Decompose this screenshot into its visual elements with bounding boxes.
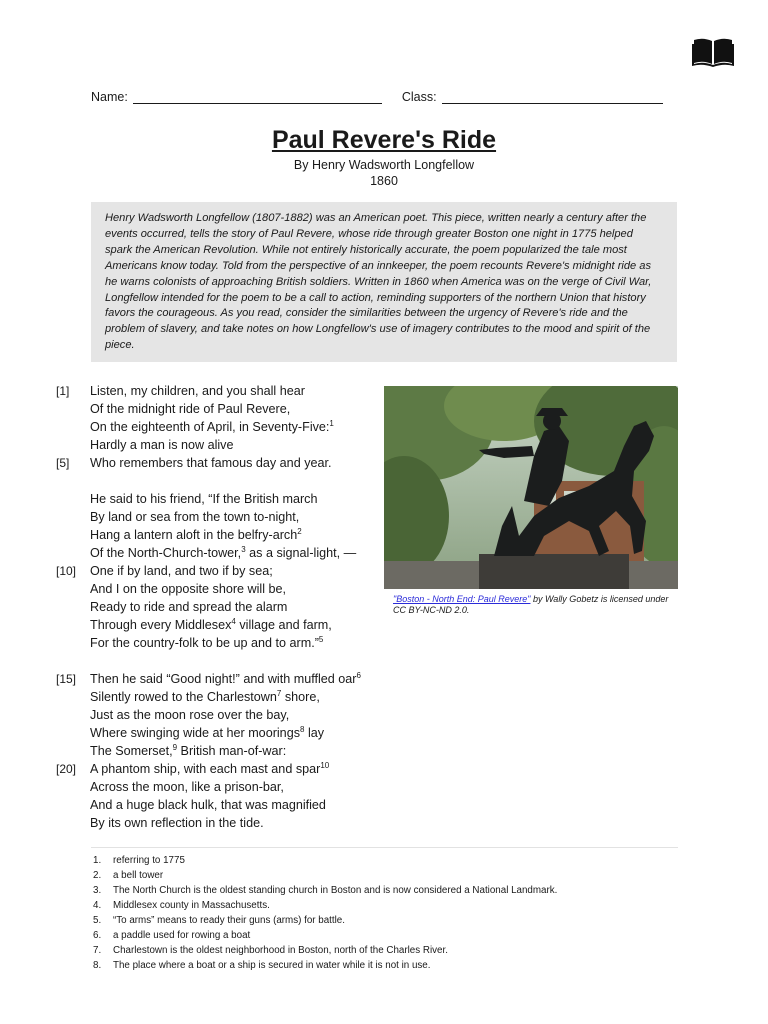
footnote-reference: 10	[320, 760, 330, 770]
poem-line: By land or sea from the town to-night,	[90, 510, 300, 524]
poem-line: A phantom ship, with each mast and spar$^{10}$	[90, 760, 330, 776]
footnote-item: 5. “To arms” means to ready their guns (arms) for battle.	[93, 915, 345, 926]
footnote-reference: 6	[356, 670, 361, 680]
poem-line: For the country-folk to be up and to arm.”$^5$	[90, 634, 324, 650]
footnote-item: 8. The place where a boat or a ship is secured in water while it is not in use.	[93, 960, 431, 971]
class-field[interactable]	[442, 90, 663, 104]
image-caption	[393, 594, 673, 616]
footnote-reference: 9	[172, 742, 178, 752]
footnote-item: 4. Middlesex county in Massachusetts.	[93, 900, 270, 911]
line-number: [5]	[56, 456, 70, 470]
poem-line: Hang a lantern aloft in the belfry-arch$^2$	[90, 526, 302, 542]
line-number: [20]	[56, 762, 77, 776]
footnote-item: 1. referring to 1775	[93, 855, 185, 866]
poem-line: Of the midnight ride of Paul Revere,	[90, 402, 291, 416]
footnote-reference: 5	[318, 634, 324, 644]
paul-revere-statue-photo	[384, 386, 678, 589]
footnote-reference: 2	[297, 526, 302, 536]
author-line: By Henry Wadsworth Longfellow	[293, 158, 475, 172]
line-number: [1]	[56, 384, 70, 398]
page-title: Paul Revere's Ride	[271, 126, 497, 154]
poem-line: And a huge black hulk, that was magnified	[90, 798, 326, 812]
poem-line: Through every Middlesex$^4$ village and farm,	[90, 616, 332, 632]
class-label: Class:	[401, 90, 437, 104]
poem-line: Who remembers that famous day and year.	[90, 456, 332, 470]
image-license-text: by Wally Gobetz is licensed under CC BY-NC-ND 2.0.	[393, 594, 669, 615]
poem-line: One if by land, and two if by sea;	[90, 564, 273, 578]
footnote-item: 2. a bell tower	[93, 870, 164, 881]
poem-line: Silently rowed to the Charlestown$^7$ shore,	[90, 688, 320, 704]
line-number: [15]	[56, 672, 77, 686]
name-class-row	[91, 90, 663, 104]
footnote-item: 6. a paddle used for rowing a boat	[93, 930, 251, 941]
poem-line: Hardly a man is now alive	[90, 438, 234, 452]
footnote-reference: 4	[231, 616, 236, 626]
image-source-link[interactable]: "Boston - North End: Paul Revere"	[393, 594, 531, 604]
byline	[0, 157, 768, 189]
poem-line: Just as the moon rose over the bay,	[90, 708, 290, 722]
poem-line: Ready to ride and spread the alarm	[90, 600, 288, 614]
poem-line: Then he said “Good night!” and with muffled oar$^6$	[90, 670, 361, 686]
poem-line: Across the moon, like a prison-bar,	[90, 780, 284, 794]
name-field[interactable]	[133, 90, 382, 104]
poem-line: He said to his friend, “If the British march	[90, 492, 318, 506]
line-number: [10]	[56, 564, 77, 578]
footnote-reference: 8	[300, 724, 305, 734]
publication-year: 1860	[370, 174, 398, 188]
open-book-icon	[692, 36, 734, 68]
name-label: Name:	[91, 90, 128, 104]
poem-line: On the eighteenth of April, in Seventy-Five:$^1$	[90, 418, 334, 434]
introduction-box: Henry Wadsworth Longfellow (1807-1882) was an American poet. This piece, written nearly a century after the events occurred, tells the story of Paul Revere, whose ride through greater Boston one night in 1775 helped spark the American Revolution. While not entirely historically accurate, the poem popularized the tale most Americans know today. Told from the perspective of an innkeeper, the poem recounts Revere's midnight ride as he warns colonists of approaching British soldiers. Written in 1860 when America was on the verge of Civil War, Longfellow intended for the poem to be a call to action, reminding supporters of the northern Union that history favors the courageous. As you read, consider the similarities between the urgency of Revere's ride and the problem of slavery, and take notes on how Longfellow's use of imagery contributes to the mood and spirit of the piece.	[91, 202, 677, 362]
footnote-item: 7. Charlestown is the oldest neighborhood in Boston, north of the Charles River.	[93, 945, 448, 956]
poem-line: By its own reflection in the tide.	[90, 816, 264, 830]
footnote-reference: 3	[241, 544, 246, 554]
poem-line: The Somerset,$^9$ British man-of-war:	[90, 742, 287, 758]
footnote-divider	[91, 847, 678, 848]
poem-line: Listen, my children, and you shall hear	[90, 384, 305, 398]
footnote-item: 3. The North Church is the oldest standing church in Boston and is now considered a National Landmark.	[93, 885, 558, 896]
poem-line: Of the North-Church-tower,$^3$ as a signal-light, —	[90, 544, 357, 560]
footnotes	[93, 853, 683, 973]
poem-line: And I on the opposite shore will be,	[90, 582, 287, 596]
footnote-reference: 7	[276, 688, 282, 698]
poem-line: Where swinging wide at her moorings$^8$ lay	[90, 724, 325, 740]
footnote-reference: 1	[329, 418, 334, 428]
